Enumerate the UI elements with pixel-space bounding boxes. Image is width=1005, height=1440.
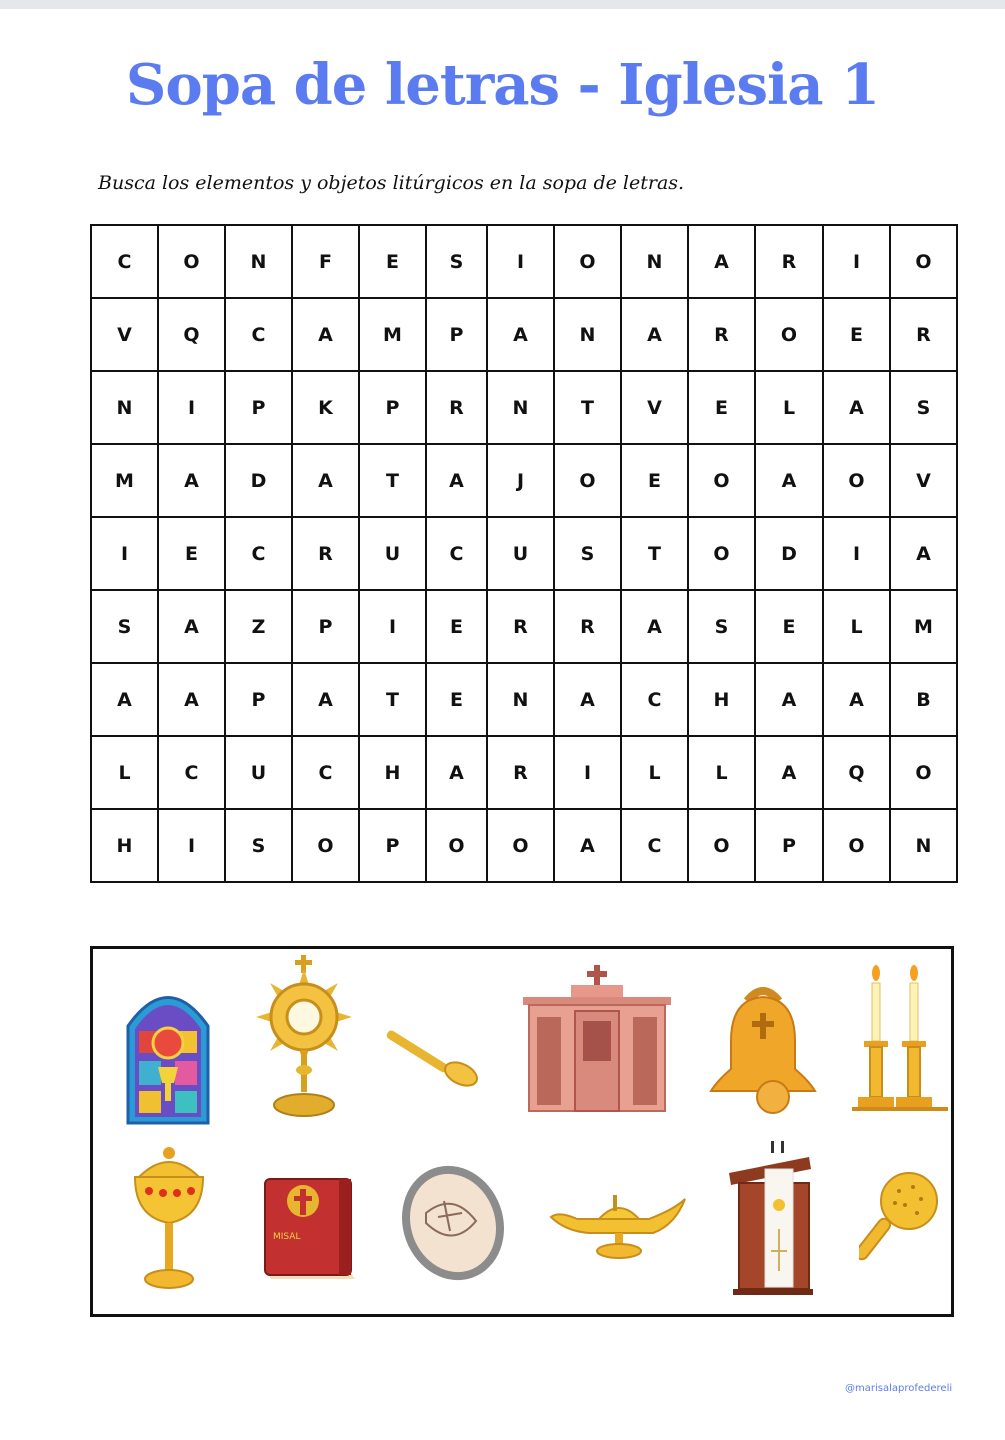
grid-row xyxy=(91,736,957,809)
grid-cell[interactable]: C xyxy=(158,736,225,809)
grid-cell[interactable]: O xyxy=(292,809,359,882)
grid-row xyxy=(91,809,957,882)
grid-cell[interactable]: S xyxy=(225,809,292,882)
images-box xyxy=(90,946,954,1317)
grid-cell[interactable]: S xyxy=(426,225,487,298)
grid-cell[interactable]: L xyxy=(688,736,755,809)
grid-row xyxy=(91,517,957,590)
grid-cell[interactable]: A xyxy=(487,298,554,371)
ciborium-icon xyxy=(131,1147,207,1292)
grid-cell[interactable]: I xyxy=(823,225,890,298)
grid-cell[interactable]: C xyxy=(292,736,359,809)
grid-cell[interactable]: C xyxy=(621,663,688,736)
aspergillum-icon xyxy=(859,1169,939,1269)
grid-cell[interactable]: V xyxy=(621,371,688,444)
grid-cell[interactable]: E xyxy=(688,371,755,444)
grid-cell[interactable]: N xyxy=(91,371,158,444)
grid-row xyxy=(91,444,957,517)
grid-cell[interactable]: C xyxy=(426,517,487,590)
grid-cell[interactable]: N xyxy=(487,371,554,444)
grid-cell[interactable]: T xyxy=(621,517,688,590)
grid-cell[interactable]: O xyxy=(823,809,890,882)
grid-cell[interactable]: L xyxy=(91,736,158,809)
grid-cell[interactable]: A xyxy=(823,663,890,736)
grid-cell[interactable]: R xyxy=(487,736,554,809)
grid-cell[interactable]: P xyxy=(292,590,359,663)
grid-cell[interactable]: N xyxy=(621,225,688,298)
grid-cell[interactable]: L xyxy=(621,736,688,809)
grid-cell[interactable]: D xyxy=(755,517,823,590)
grid-cell[interactable]: S xyxy=(890,371,957,444)
grid-cell[interactable]: A xyxy=(158,663,225,736)
grid-cell[interactable]: P xyxy=(225,663,292,736)
grid-cell[interactable]: V xyxy=(91,298,158,371)
ambo-lectern-icon xyxy=(725,1139,817,1297)
grid-cell[interactable]: Z xyxy=(225,590,292,663)
grid-cell[interactable]: H xyxy=(688,663,755,736)
grid-cell[interactable]: N xyxy=(554,298,621,371)
grid-cell[interactable]: C xyxy=(621,809,688,882)
grid-cell[interactable]: O xyxy=(823,444,890,517)
grid-cell[interactable]: R xyxy=(554,590,621,663)
grid-cell[interactable]: R xyxy=(688,298,755,371)
grid-cell[interactable]: A xyxy=(755,444,823,517)
grid-cell[interactable]: E xyxy=(755,590,823,663)
oil-lamp-icon xyxy=(549,1185,689,1270)
grid-cell[interactable]: O xyxy=(554,225,621,298)
grid-cell[interactable]: A xyxy=(755,736,823,809)
grid-cell[interactable]: P xyxy=(225,371,292,444)
grid-cell[interactable]: N xyxy=(225,225,292,298)
grid-cell[interactable]: V xyxy=(890,444,957,517)
grid-cell[interactable]: P xyxy=(755,809,823,882)
grid-cell[interactable]: A xyxy=(890,517,957,590)
grid-cell[interactable]: H xyxy=(359,736,426,809)
grid-cell[interactable]: L xyxy=(823,590,890,663)
grid-cell[interactable]: A xyxy=(688,225,755,298)
grid-cell[interactable]: P xyxy=(426,298,487,371)
instruction-text: Busca los elementos y objetos litúrgicos en la sopa de letras. xyxy=(98,172,685,194)
grid-cell[interactable]: C xyxy=(225,298,292,371)
grid-cell[interactable]: J xyxy=(487,444,554,517)
confessional-icon xyxy=(523,963,671,1113)
grid-cell[interactable]: E xyxy=(359,225,426,298)
grid-cell[interactable]: O xyxy=(890,736,957,809)
grid-cell[interactable]: Q xyxy=(158,298,225,371)
grid-cell[interactable]: R xyxy=(755,225,823,298)
grid-cell[interactable]: A xyxy=(292,663,359,736)
grid-cell[interactable]: O xyxy=(688,444,755,517)
grid-cell[interactable]: R xyxy=(426,371,487,444)
spoon-icon xyxy=(386,1019,481,1089)
grid-cell[interactable]: U xyxy=(225,736,292,809)
grid-cell[interactable]: K xyxy=(292,371,359,444)
grid-cell[interactable]: D xyxy=(225,444,292,517)
grid-cell[interactable]: A xyxy=(755,663,823,736)
grid-cell[interactable]: I xyxy=(823,517,890,590)
watermark: @marisalaprofedereli xyxy=(845,1383,953,1394)
grid-cell[interactable]: B xyxy=(890,663,957,736)
grid-cell[interactable]: A xyxy=(823,371,890,444)
grid-cell[interactable]: A xyxy=(554,663,621,736)
grid-cell[interactable]: I xyxy=(359,590,426,663)
grid-cell[interactable]: M xyxy=(91,444,158,517)
grid-cell[interactable]: I xyxy=(158,371,225,444)
grid-row xyxy=(91,590,957,663)
missal-book-icon xyxy=(263,1173,357,1283)
grid-cell[interactable]: O xyxy=(755,298,823,371)
candles-icon xyxy=(850,963,950,1117)
grid-cell[interactable]: A xyxy=(158,444,225,517)
bell-icon xyxy=(707,979,819,1117)
top-bar xyxy=(0,0,1005,9)
grid-cell[interactable]: O xyxy=(890,225,957,298)
grid-cell[interactable]: O xyxy=(688,517,755,590)
grid-cell[interactable]: I xyxy=(554,736,621,809)
grid-cell[interactable]: R xyxy=(890,298,957,371)
missal-label: MISAL xyxy=(273,1232,301,1242)
grid-cell[interactable]: I xyxy=(158,809,225,882)
grid-row xyxy=(91,663,957,736)
grid-cell[interactable]: A xyxy=(554,809,621,882)
grid-row xyxy=(91,298,957,371)
grid-cell[interactable]: N xyxy=(890,809,957,882)
grid-row xyxy=(91,225,957,298)
grid-cell[interactable]: I xyxy=(91,517,158,590)
grid-cell[interactable]: E xyxy=(823,298,890,371)
paten-icon xyxy=(398,1161,508,1286)
grid-cell[interactable]: N xyxy=(487,663,554,736)
stained-glass-window-icon xyxy=(125,971,211,1126)
grid-cell[interactable]: A xyxy=(91,663,158,736)
grid-cell[interactable]: T xyxy=(554,371,621,444)
word-search-grid xyxy=(90,224,958,883)
grid-cell[interactable]: A xyxy=(292,298,359,371)
grid-cell[interactable]: T xyxy=(359,663,426,736)
grid-cell[interactable]: U xyxy=(359,517,426,590)
grid-row xyxy=(91,371,957,444)
grid-cell[interactable]: L xyxy=(755,371,823,444)
grid-cell[interactable]: O xyxy=(487,809,554,882)
grid-cell[interactable]: O xyxy=(554,444,621,517)
monstrance-icon xyxy=(256,955,352,1125)
grid-cell[interactable]: S xyxy=(688,590,755,663)
grid-cell[interactable]: Q xyxy=(823,736,890,809)
grid-cell[interactable]: O xyxy=(688,809,755,882)
grid-cell[interactable]: E xyxy=(426,590,487,663)
grid-cell[interactable]: O xyxy=(426,809,487,882)
grid-cell[interactable]: M xyxy=(890,590,957,663)
grid-cell[interactable]: E xyxy=(158,517,225,590)
grid-cell[interactable]: A xyxy=(621,298,688,371)
grid-cell[interactable]: E xyxy=(426,663,487,736)
grid-cell[interactable]: P xyxy=(359,809,426,882)
grid-cell[interactable]: E xyxy=(621,444,688,517)
grid-cell[interactable]: R xyxy=(292,517,359,590)
grid-cell[interactable]: A xyxy=(426,736,487,809)
grid-cell[interactable]: A xyxy=(158,590,225,663)
page-title: Sopa de letras - Iglesia 1 xyxy=(125,52,880,118)
grid-cell[interactable]: C xyxy=(91,225,158,298)
grid-cell[interactable]: S xyxy=(554,517,621,590)
grid-cell[interactable]: T xyxy=(359,444,426,517)
grid-cell[interactable]: M xyxy=(359,298,426,371)
grid-cell[interactable]: P xyxy=(359,371,426,444)
grid-cell[interactable]: A xyxy=(292,444,359,517)
grid-cell[interactable]: F xyxy=(292,225,359,298)
grid-cell[interactable]: C xyxy=(225,517,292,590)
grid-cell[interactable]: S xyxy=(91,590,158,663)
grid-cell[interactable]: R xyxy=(487,590,554,663)
grid-cell[interactable]: A xyxy=(621,590,688,663)
grid-cell[interactable]: A xyxy=(426,444,487,517)
grid-cell[interactable]: U xyxy=(487,517,554,590)
grid-cell[interactable]: I xyxy=(487,225,554,298)
grid-cell[interactable]: H xyxy=(91,809,158,882)
grid-cell[interactable]: O xyxy=(158,225,225,298)
